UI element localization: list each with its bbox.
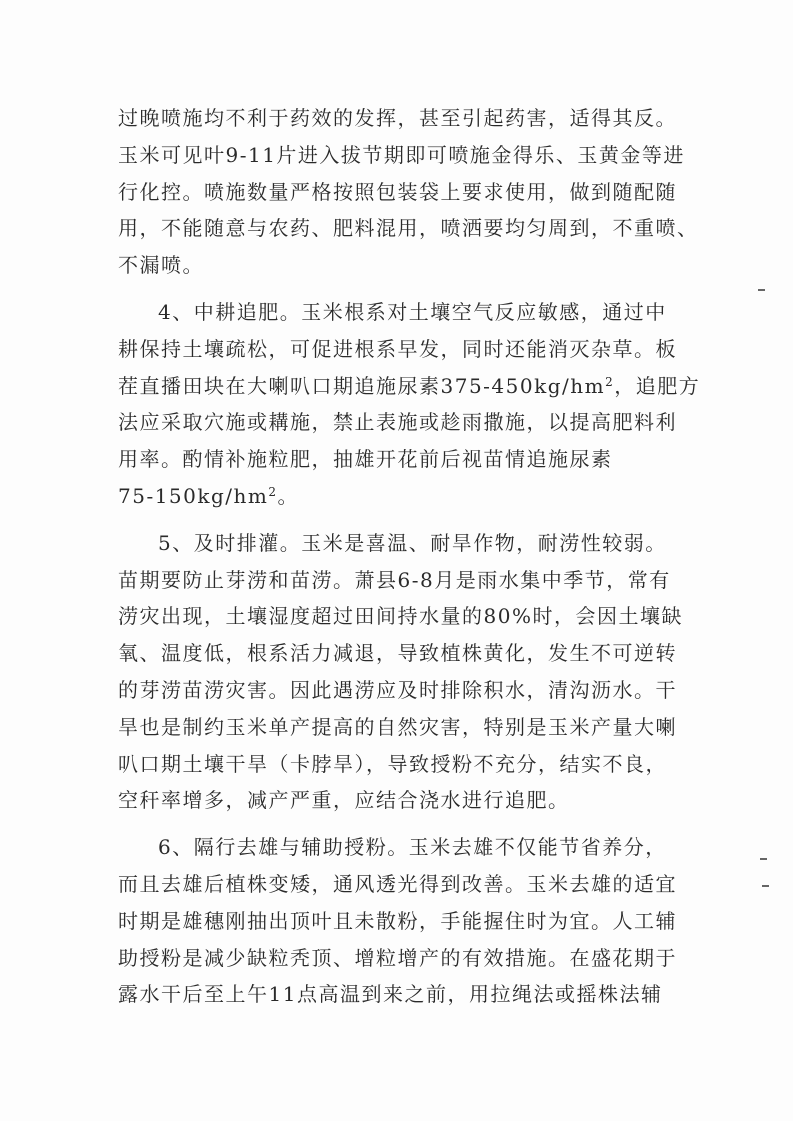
text-line-content [118, 709, 677, 746]
line-text: 涝灾出现，土壤湿度超过田间持水量的80%时，会因土壤缺 [118, 604, 683, 629]
body-text [118, 100, 701, 1013]
line-tail: ，追肥方 [614, 373, 701, 398]
text-line [118, 903, 677, 940]
line-text: 耕保持土壤疏松，可促进根系早发，同时还能消灭杂草。板 [118, 336, 677, 361]
superscript: 2 [268, 484, 278, 499]
text-line [118, 331, 677, 368]
line-text: 时期是雄穗刚抽出顶叶且未散粉，手能握住时为宜。人工辅 [118, 908, 677, 933]
text-line-content [118, 137, 685, 174]
margin-mark [762, 885, 769, 887]
line-tail: 。 [277, 483, 300, 508]
text-line-content [118, 976, 662, 1013]
text-line [118, 782, 670, 819]
line-text: 75-150kg/hm [118, 483, 269, 508]
text-line-content [118, 441, 613, 478]
text-line [118, 100, 677, 137]
superscript: 2 [605, 374, 615, 389]
line-text: 5、及时排灌。玉米是喜温、耐旱作物，耐涝性较弱。 [158, 530, 667, 555]
text-line-content [118, 368, 700, 405]
line-text: 4、中耕追肥。玉米根系对土壤空气反应敏感，通过中 [158, 299, 667, 324]
text-line-content [118, 174, 677, 211]
text-line-content [118, 598, 683, 635]
margin-mark [760, 858, 767, 860]
text-line-content [118, 331, 677, 368]
text-line [118, 525, 670, 562]
line-text: 而且去雄后植株变矮，通风透光得到改善。玉米去雄的适宜 [118, 871, 677, 896]
text-line-content [118, 247, 204, 284]
text-line [118, 709, 677, 746]
text-line [118, 441, 670, 478]
text-line [118, 210, 699, 247]
text-line [118, 672, 677, 709]
text-line-content [118, 940, 677, 977]
line-text: 行化控。喷施数量严格按照包装袋上要求使用，做到随配随 [118, 179, 677, 204]
margin-mark [758, 289, 765, 291]
line-text: 茬直播田块在大喇叭口期追施尿素375-450kg/hm [118, 373, 606, 398]
text-line-content [118, 525, 667, 562]
line-text: 的芽涝苗涝灾害。因此遇涝应及时排除积水，清沟沥水。干 [118, 677, 677, 702]
text-line [118, 746, 670, 783]
line-text: 旱也是制约玉米单产提高的自然灾害，特别是玉米产量大喇 [118, 714, 677, 739]
line-text: 氧、温度低，根系活力减退，导致植株黄化，发生不可逆转 [118, 641, 677, 666]
text-line [118, 562, 670, 599]
text-line [118, 137, 685, 174]
text-line [118, 404, 677, 441]
text-line-content [118, 562, 671, 599]
text-line-content [118, 829, 667, 866]
text-line [118, 174, 677, 211]
line-text: 露水干后至上午11点高温到来之前，用拉绳法或摇株法辅 [118, 982, 663, 1007]
text-line [118, 478, 670, 515]
text-line [118, 635, 677, 672]
text-line-content [118, 903, 677, 940]
line-text: 用率。酌情补施粒肥，抽雄开花前后视苗情追施尿素 [118, 447, 613, 472]
text-line-content [118, 672, 677, 709]
text-line [118, 976, 670, 1013]
line-text: 助授粉是减少缺粒秃顶、增粒增产的有效措施。在盛花期于 [118, 945, 677, 970]
line-text: 空秆率增多，减产严重，应结合浇水进行追肥。 [118, 788, 570, 813]
text-line-content [118, 210, 699, 247]
line-text: 玉米可见叶9-11片进入拔节期即可喷施金得乐、玉黄金等进 [118, 142, 685, 167]
text-line [118, 940, 677, 977]
line-text: 不漏喷。 [118, 253, 204, 278]
line-text: 苗期要防止芽涝和苗涝。萧县6-8月是雨水集中季节，常有 [118, 567, 671, 592]
line-text: 法应采取穴施或耩施，禁止表施或趁雨撒施，以提高肥料利 [118, 410, 677, 435]
text-line-content [118, 294, 667, 331]
line-text: 叭口期土壤干旱（卡脖旱），导致授粉不充分，结实不良， [118, 751, 667, 776]
line-text: 过晚喷施均不利于药效的发挥，甚至引起药害，适得其反。 [118, 106, 677, 130]
text-line-content [118, 866, 677, 903]
text-line [118, 247, 670, 284]
text-line-content [118, 782, 570, 819]
text-line-content [118, 100, 677, 137]
text-line-content [118, 746, 667, 783]
line-text: 6、隔行去雄与辅助授粉。玉米去雄不仅能节省养分， [158, 835, 667, 860]
text-line [118, 829, 670, 866]
text-line [118, 598, 683, 635]
line-text: 用，不能随意与农药、肥料混用，喷洒要均匀周到，不重喷、 [118, 216, 699, 241]
text-line-content [118, 635, 677, 672]
text-line-content [118, 404, 677, 441]
text-line [118, 368, 701, 405]
text-line [118, 866, 677, 903]
text-line-content [118, 478, 299, 515]
text-line [118, 294, 670, 331]
